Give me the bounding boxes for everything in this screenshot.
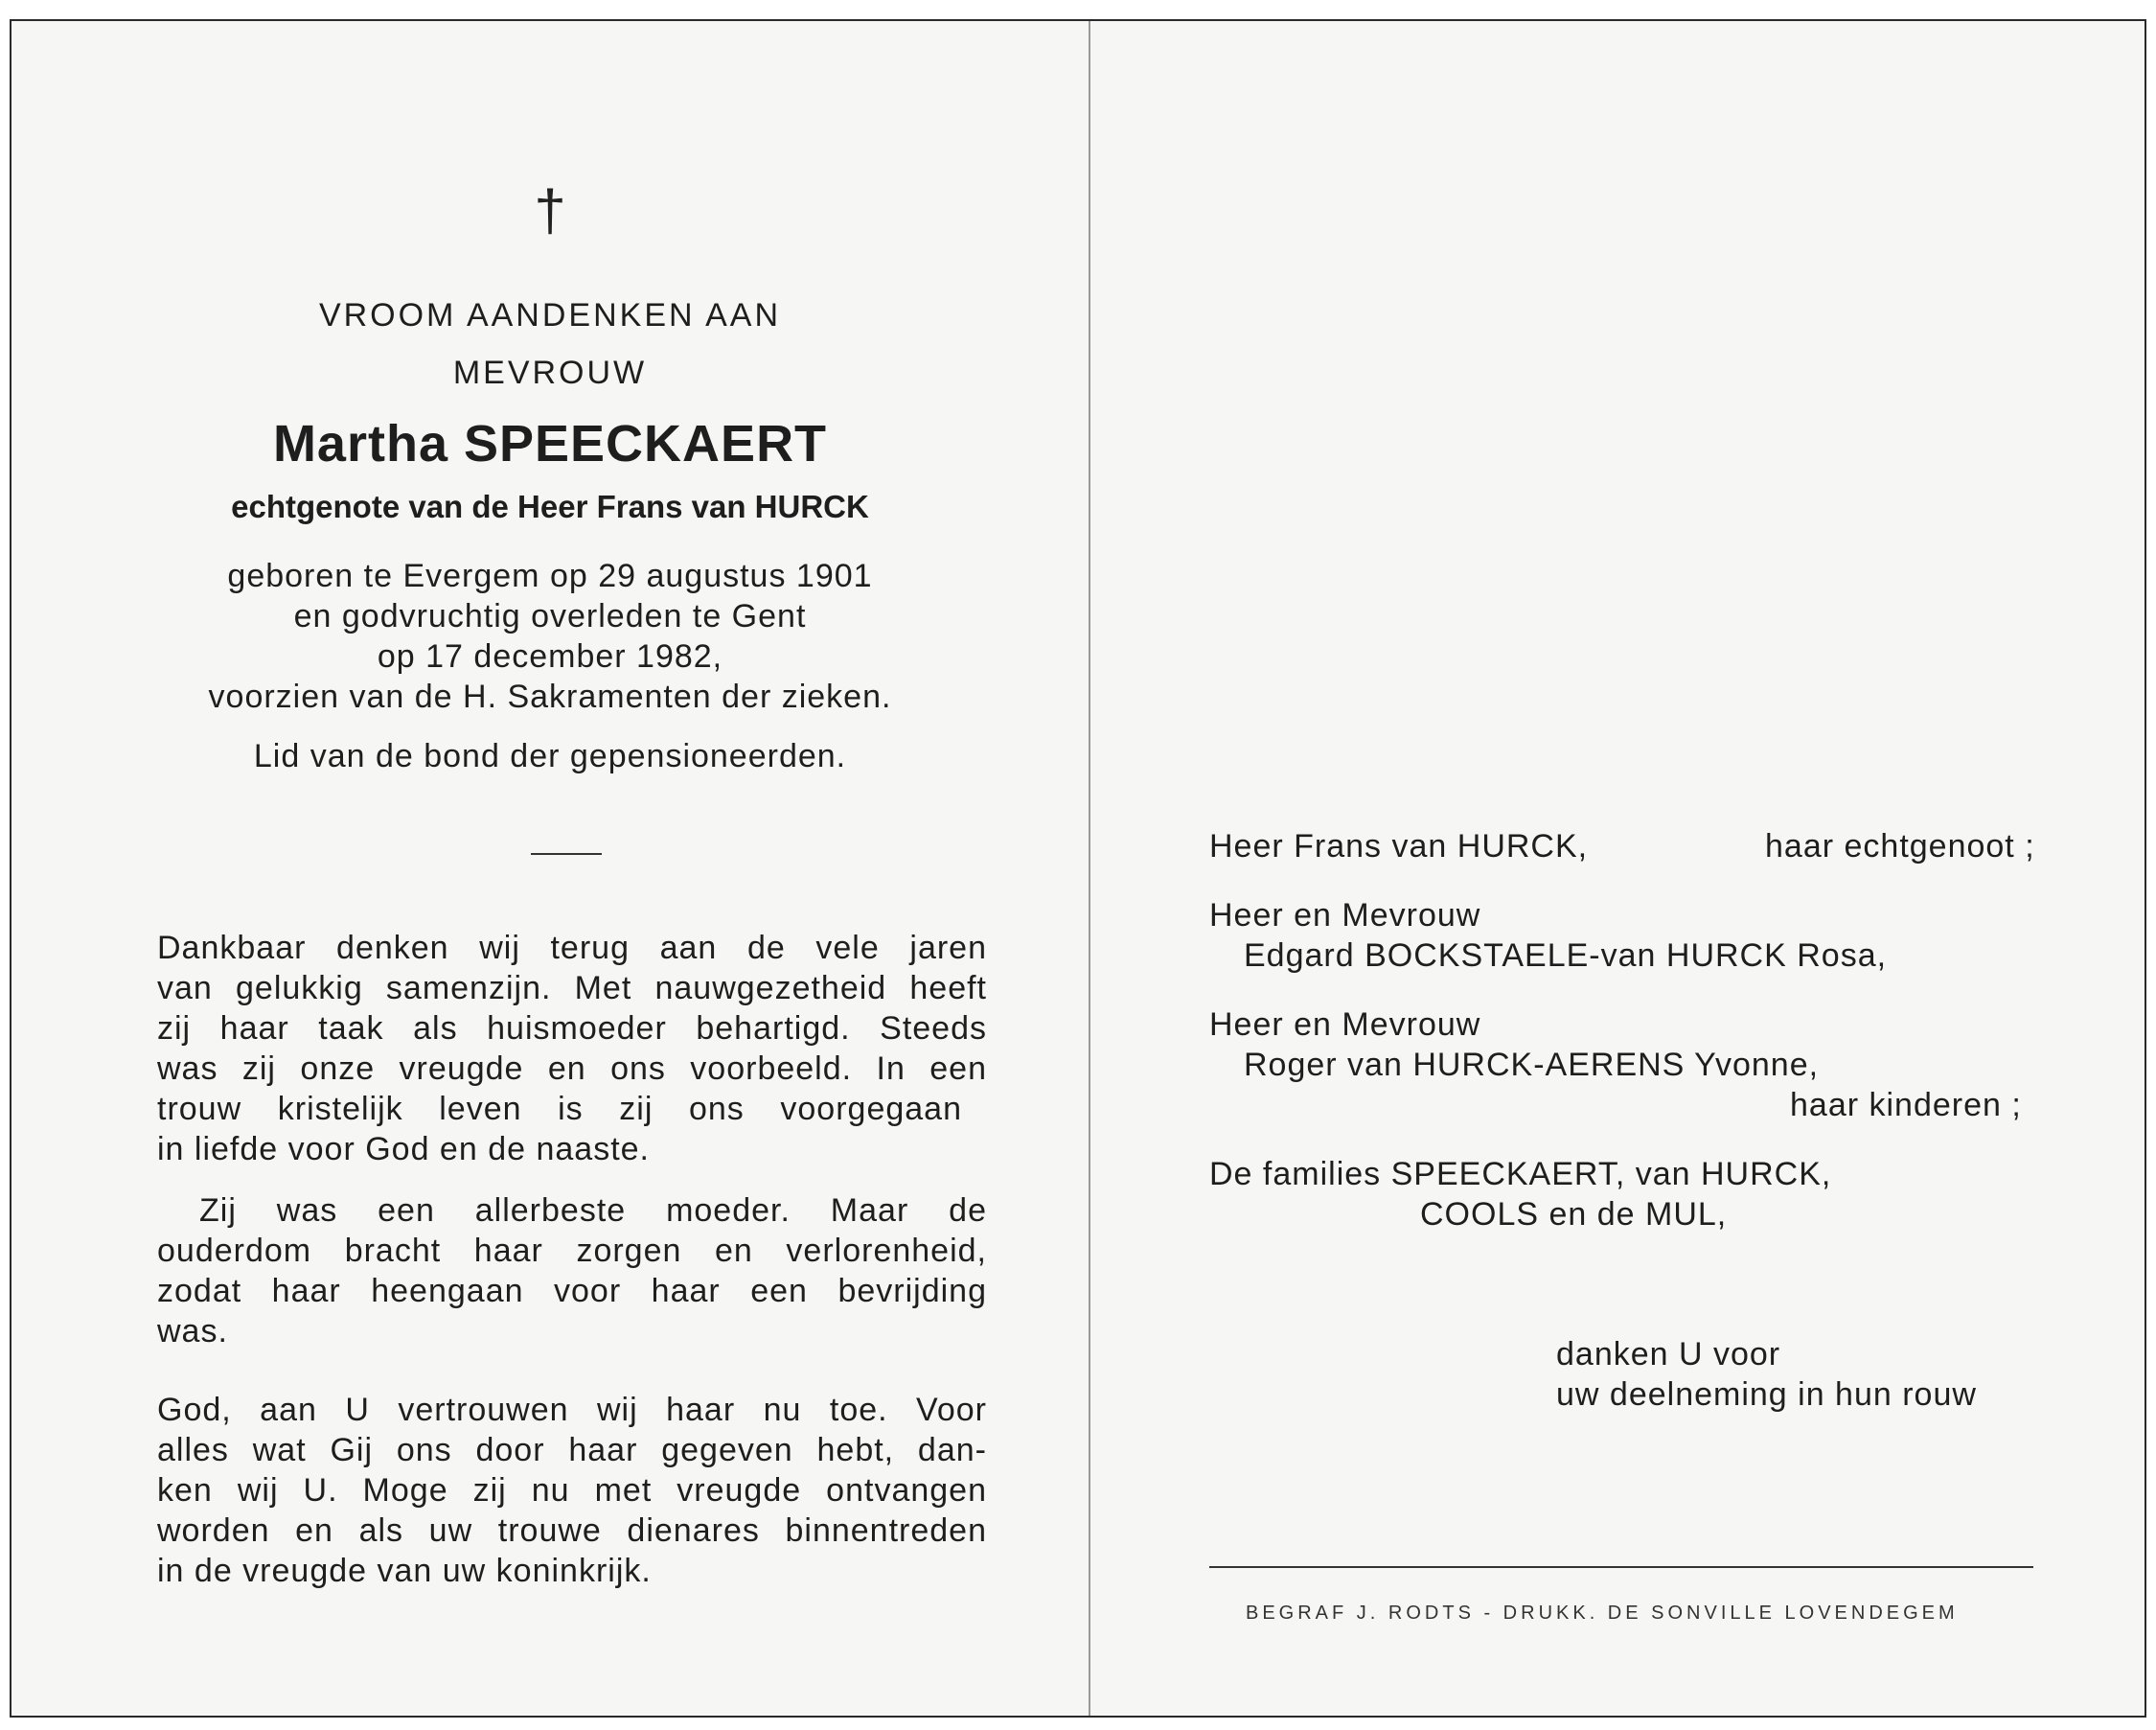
families-line-2: COOLS en de MUL, xyxy=(1420,1196,1728,1233)
families-line-1: De families SPEECKAERT, van HURCK, xyxy=(1209,1156,1832,1192)
memorial-card xyxy=(10,19,2146,1718)
couple2-names: Roger van HURCK-AERENS Yvonne, xyxy=(1244,1047,1820,1083)
death-line-2: op 17 december 1982, xyxy=(377,638,723,675)
birth-line: geboren te Evergem op 29 augustus 1901 xyxy=(227,558,873,594)
text-line: was. xyxy=(157,1313,228,1349)
thanks-line-2: uw deelneming in hun rouw xyxy=(1556,1376,1977,1413)
cross-icon: † xyxy=(534,178,566,242)
couple1-title: Heer en Mevrouw xyxy=(1209,897,1481,934)
husband-name: Heer Frans van HURCK, xyxy=(1209,828,1589,865)
text-line: zij haar taak als huismoeder behartigd. Steeds xyxy=(157,1010,987,1047)
left-page xyxy=(11,21,1089,1716)
heading-remembrance: VROOM AANDENKEN AAN xyxy=(318,297,782,334)
text-line: God, aan U vertrouwen wij haar nu toe. Voor xyxy=(157,1392,987,1428)
text-line: zodat haar heengaan voor haar een bevrijding xyxy=(157,1273,987,1309)
printer-credit: BEGRAF J. RODTS - DRUKK. DE SONVILLE LOVENDEGEM xyxy=(1246,1603,1959,1624)
text-line: trouw kristelijk leven is zij ons voorgegaan xyxy=(157,1091,962,1127)
death-line-1: en godvruchtig overleden te Gent xyxy=(293,598,807,634)
text-line: ouderdom bracht haar zorgen en verlorenheid, xyxy=(157,1233,987,1269)
spouse-line: echtgenote van de Heer Frans van HURCK xyxy=(231,489,869,524)
text-line: was zij onze vreugde en ons voorbeeld. In een xyxy=(157,1050,987,1087)
text-line: ken wij U. Moge zij nu met vreugde ontvangen xyxy=(157,1472,987,1509)
children-role: haar kinderen ; xyxy=(1790,1087,2022,1123)
paragraph-trust xyxy=(157,1390,987,1591)
membership-line: Lid van de bond der gepensioneerden. xyxy=(253,738,847,774)
text-line: in de vreugde van uw koninkrijk. xyxy=(157,1553,652,1589)
footer-rule xyxy=(1209,1566,2033,1568)
text-line: worden en als uw trouwe dienares binnentreden xyxy=(157,1512,987,1549)
text-line: Zij was een allerbeste moeder. Maar de xyxy=(199,1192,987,1229)
heading-title: MEVROUW xyxy=(452,355,648,391)
divider xyxy=(531,853,602,855)
paragraph-mother xyxy=(157,1190,987,1351)
right-page xyxy=(1090,21,2145,1716)
text-line: alles wat Gij ons door haar gegeven hebt, dan- xyxy=(157,1432,987,1468)
couple1-names: Edgard BOCKSTAELE-van HURCK Rosa, xyxy=(1244,937,1888,974)
deceased-name: Martha SPEECKAERT xyxy=(272,415,828,473)
thanks-line-1: danken U voor xyxy=(1556,1336,1781,1372)
text-line: in liefde voor God en de naaste. xyxy=(157,1131,650,1167)
paragraph-gratitude xyxy=(157,928,987,1169)
text-line: Dankbaar denken wij terug aan de vele jaren xyxy=(157,930,987,966)
text-line: van gelukkig samenzijn. Met nauwgezetheid heeft xyxy=(157,970,987,1006)
couple2-title: Heer en Mevrouw xyxy=(1209,1006,1481,1043)
husband-role: haar echtgenoot ; xyxy=(1765,828,2035,865)
sacraments-line: voorzien van de H. Sakramenten der zieken. xyxy=(208,679,892,715)
